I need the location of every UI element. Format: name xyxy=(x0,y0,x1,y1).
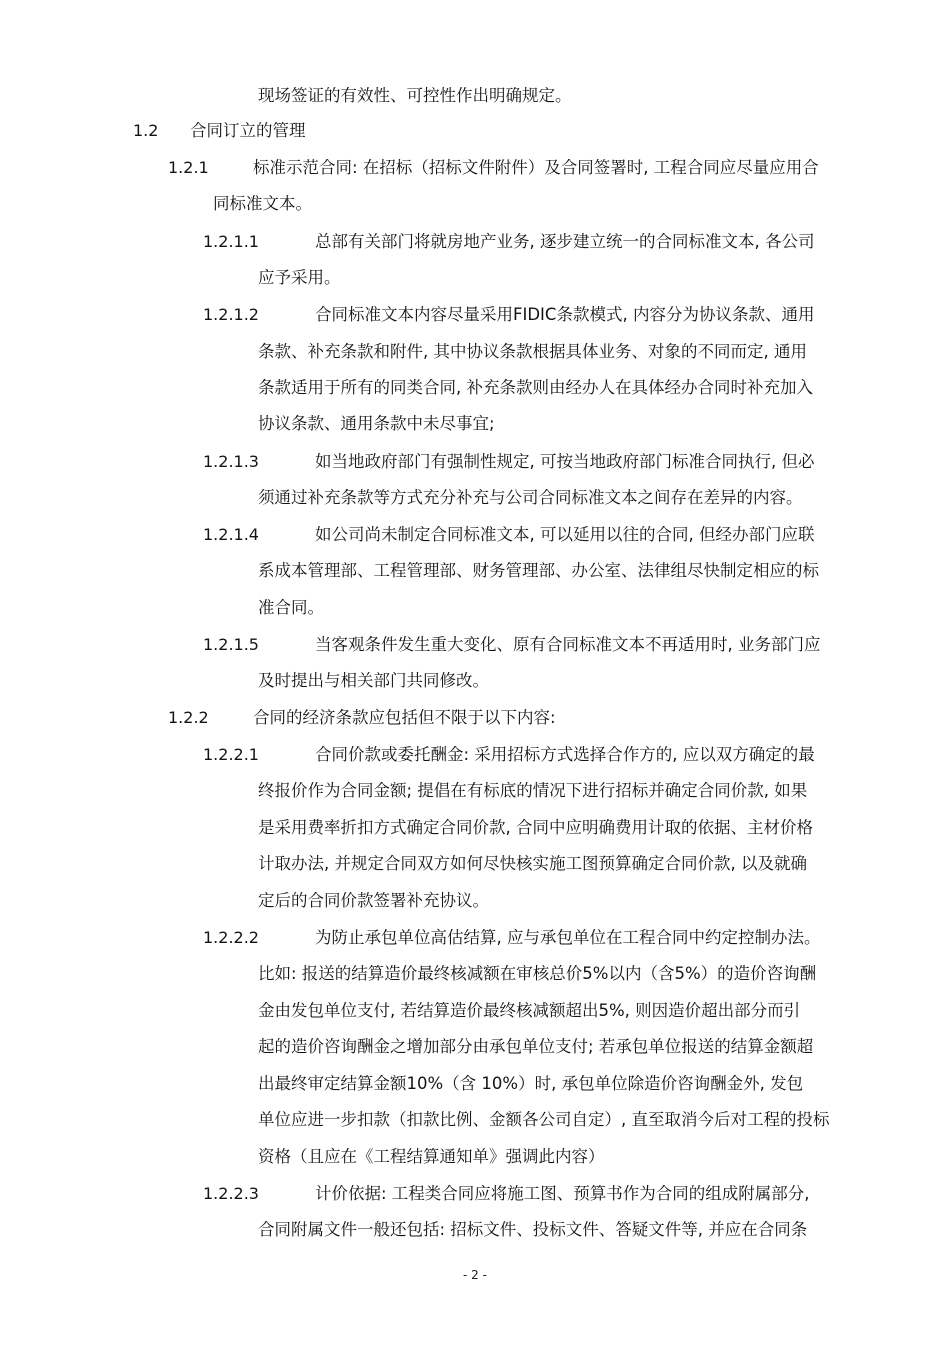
paragraph-1-2-2-2-line: 比如: 报送的结算造价最终核减额在审核总价5%以内（含5%）的造价咨询酬 xyxy=(258,964,817,983)
paragraph-1-2-2-1-line: 终报价作为合同金额; 提倡在有标底的情况下进行招标并确定合同价款, 如果 xyxy=(258,781,808,800)
paragraph-1-2-1-3-line: 如当地政府部门有强制性规定, 可按当地政府部门标准合同执行, 但必 xyxy=(315,452,815,471)
section-number-1-2-2-1: 1.2.2.1 xyxy=(203,745,259,764)
paragraph-1-2-1-3-line: 须通过补充条款等方式充分补充与公司合同标准文本之间存在差异的内容。 xyxy=(258,488,803,507)
section-number-1-2-2-2: 1.2.2.2 xyxy=(203,928,259,947)
paragraph-1-2-1-2-line: 合同标准文本内容尽量采用FIDIC条款模式, 内容分为协议条款、通用 xyxy=(315,305,815,324)
paragraph-1-2-1-line: 标准示范合同: 在招标（招标文件附件）及合同签署时, 工程合同应尽量应用合 xyxy=(253,158,819,177)
paragraph-1-2-2-1-line: 定后的合同价款签署补充协议。 xyxy=(258,891,489,910)
section-number-1-2-1-4: 1.2.1.4 xyxy=(203,525,259,544)
paragraph-1-2-2-2-line: 出最终审定结算金额10%（含 10%）时, 承包单位除造价咨询酬金外, 发包 xyxy=(258,1074,804,1093)
paragraph-1-2-1-2-line: 条款适用于所有的同类合同, 补充条款则由经办人在具体经办合同时补充加入 xyxy=(258,378,813,397)
paragraph-1-2-1-line: 同标准文本。 xyxy=(213,194,312,213)
paragraph-1-2-2-2-line: 为防止承包单位高估结算, 应与承包单位在工程合同中约定控制办法。 xyxy=(315,928,821,947)
intro-line: 现场签证的有效性、可控性作出明确规定。 xyxy=(258,86,572,105)
paragraph-1-2-2-1-line: 合同价款或委托酬金: 采用招标方式选择合作方的, 应以双方确定的最 xyxy=(315,745,815,764)
paragraph-1-2-2-3-line: 合同附属文件一般还包括: 招标文件、投标文件、答疑文件等, 并应在合同条 xyxy=(258,1220,808,1239)
paragraph-1-2-2-1-line: 是采用费率折扣方式确定合同价款, 合同中应明确费用计取的依据、主材价格 xyxy=(258,818,813,837)
paragraph-1-2-1-4-line: 系成本管理部、工程管理部、财务管理部、办公室、法律组尽快制定相应的标 xyxy=(258,561,819,580)
paragraph-1-2-2-1-line: 计取办法, 并规定合同双方如何尽快核实施工图预算确定合同价款, 以及就确 xyxy=(258,854,807,873)
paragraph-1-2-1-5-line: 当客观条件发生重大变化、原有合同标准文本不再适用时, 业务部门应 xyxy=(315,635,821,654)
page-number: - 2 - xyxy=(463,1268,487,1282)
section-number-1-2: 1.2 xyxy=(133,121,159,140)
paragraph-1-2-1-1-line: 应予采用。 xyxy=(258,268,341,287)
paragraph-1-2-1-4-line: 如公司尚未制定合同标准文本, 可以延用以往的合同, 但经办部门应联 xyxy=(315,525,815,544)
section-title-1-2: 合同订立的管理 xyxy=(190,121,306,140)
paragraph-1-2-2-3-line: 计价依据: 工程类合同应将施工图、预算书作为合同的组成附属部分, xyxy=(315,1184,810,1203)
paragraph-1-2-2-2-line: 金由发包单位支付, 若结算造价最终核减额超出5%, 则因造价超出部分而引 xyxy=(258,1001,801,1020)
paragraph-1-2-2-2-line: 资格（且应在《工程结算通知单》强调此内容） xyxy=(258,1147,605,1166)
section-number-1-2-1-3: 1.2.1.3 xyxy=(203,452,259,471)
paragraph-1-2-2-2-line: 起的造价咨询酬金之增加部分由承包单位支付; 若承包单位报送的结算金额超 xyxy=(258,1037,814,1056)
section-number-1-2-2-3: 1.2.2.3 xyxy=(203,1184,259,1203)
paragraph-1-2-1-5-line: 及时提出与相关部门共同修改。 xyxy=(258,671,489,690)
paragraph-1-2-1-1-line: 总部有关部门将就房地产业务, 逐步建立统一的合同标准文本, 各公司 xyxy=(315,232,815,251)
section-number-1-2-1: 1.2.1 xyxy=(168,158,209,177)
paragraph-1-2-1-4-line: 准合同。 xyxy=(258,598,324,617)
section-number-1-2-1-5: 1.2.1.5 xyxy=(203,635,259,654)
paragraph-1-2-2-2-line: 单位应进一步扣款（扣款比例、金额各公司自定）, 直至取消今后对工程的投标 xyxy=(258,1110,830,1129)
section-number-1-2-2: 1.2.2 xyxy=(168,708,209,727)
section-number-1-2-1-1: 1.2.1.1 xyxy=(203,232,259,251)
paragraph-1-2-2-line: 合同的经济条款应包括但不限于以下内容: xyxy=(253,708,556,727)
section-number-1-2-1-2: 1.2.1.2 xyxy=(203,305,259,324)
paragraph-1-2-1-2-line: 条款、补充条款和附件, 其中协议条款根据具体业务、对象的不同而定, 通用 xyxy=(258,342,807,361)
paragraph-1-2-1-2-line: 协议条款、通用条款中未尽事宜; xyxy=(258,414,495,433)
